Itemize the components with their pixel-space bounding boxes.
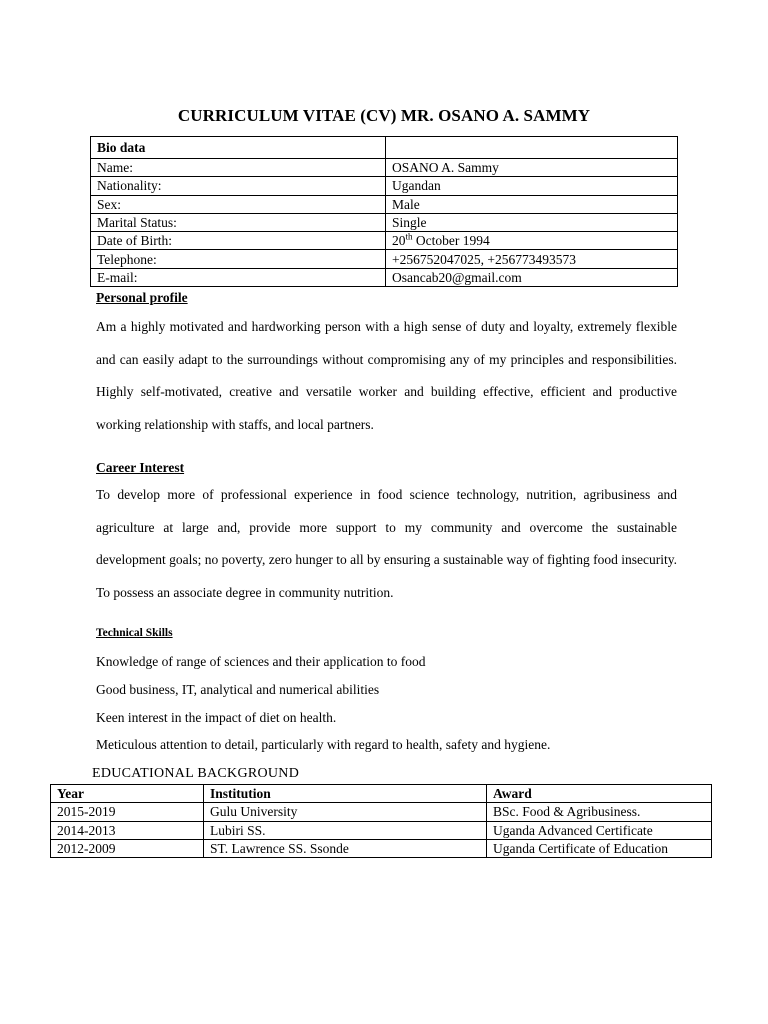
skill-item: Knowledge of range of sciences and their application to food bbox=[96, 654, 426, 669]
bio-label: E-mail: bbox=[91, 268, 386, 286]
bio-value-dob bbox=[386, 232, 678, 250]
table-row bbox=[51, 839, 712, 857]
skill-item: Meticulous attention to detail, particularly with regard to health, safety and hygiene. bbox=[96, 737, 551, 752]
bio-value: OSANO A. Sammy bbox=[386, 159, 678, 177]
career-interest-heading: Career Interest bbox=[96, 460, 185, 475]
bio-row bbox=[91, 232, 678, 250]
bio-label: Date of Birth: bbox=[91, 232, 386, 250]
table-row bbox=[51, 821, 712, 839]
education-table bbox=[50, 784, 712, 858]
education-award: Uganda Certificate of Education bbox=[487, 839, 712, 857]
education-year: 2012-2009 bbox=[51, 839, 204, 857]
bio-value: Male bbox=[386, 195, 678, 213]
skill-item: Keen interest in the impact of diet on health. bbox=[96, 710, 337, 725]
column-header-year: Year bbox=[51, 785, 204, 803]
bio-row bbox=[91, 195, 678, 213]
education-award: Uganda Advanced Certificate bbox=[487, 821, 712, 839]
dob-suffix: th bbox=[405, 231, 413, 242]
bio-header-empty bbox=[386, 137, 678, 159]
education-header-row bbox=[51, 785, 712, 803]
bio-label: Name: bbox=[91, 159, 386, 177]
bio-data-table bbox=[90, 136, 678, 287]
education-year: 2015-2019 bbox=[51, 803, 204, 821]
education-institution: ST. Lawrence SS. Ssonde bbox=[204, 839, 487, 857]
personal-profile-heading: Personal profile bbox=[96, 290, 188, 305]
bio-row bbox=[91, 250, 678, 268]
skill-item: Good business, IT, analytical and numerical abilities bbox=[96, 682, 380, 697]
bio-value: +256752047025, +256773493573 bbox=[386, 250, 678, 268]
education-institution: Gulu University bbox=[204, 803, 487, 821]
personal-profile-text: Am a highly motivated and hardworking person with a high sense of duty and loyalty, extremely flexible and can easily adapt to the surroundings without compromising any of my principles and responsibilities. Highly self-motivated, creative and versatile worker and building effective, efficient and productive working relationship with staffs, and local partners. bbox=[96, 319, 677, 432]
bio-row bbox=[91, 159, 678, 177]
bio-value: Single bbox=[386, 213, 678, 231]
education-heading: EDUCATIONAL BACKGROUND bbox=[92, 766, 300, 781]
bio-label: Nationality: bbox=[91, 177, 386, 195]
education-award: BSc. Food & Agribusiness. bbox=[487, 803, 712, 821]
bio-header: Bio data bbox=[91, 137, 386, 159]
technical-skills-heading: Technical Skills bbox=[96, 627, 173, 639]
bio-value-email: Osancab20@gmail.com bbox=[386, 268, 678, 286]
column-header-award: Award bbox=[487, 785, 712, 803]
dob-day: 20 bbox=[392, 233, 406, 249]
bio-value: Ugandan bbox=[386, 177, 678, 195]
column-header-institution: Institution bbox=[204, 785, 487, 803]
education-year: 2014-2013 bbox=[51, 821, 204, 839]
document-title: CURRICULUM VITAE (CV) MR. OSANO A. SAMMY bbox=[177, 106, 591, 125]
bio-row bbox=[91, 268, 678, 286]
table-row bbox=[51, 803, 712, 821]
bio-header-row bbox=[91, 137, 678, 159]
bio-label: Telephone: bbox=[91, 250, 386, 268]
bio-label: Sex: bbox=[91, 195, 386, 213]
bio-row bbox=[91, 213, 678, 231]
bio-label: Marital Status: bbox=[91, 213, 386, 231]
education-institution: Lubiri SS. bbox=[204, 821, 487, 839]
bio-row bbox=[91, 177, 678, 195]
dob-rest: October 1994 bbox=[412, 233, 490, 249]
career-interest-text: To develop more of professional experience in food science technology, nutrition, agribusiness and agriculture at large and, provide more support to my community and overcome the sustainable development goals; no poverty, zero hunger to all by ensuring a sustainable way of fighting food insecurity. To possess an associate degree in community nutrition. bbox=[96, 487, 677, 600]
